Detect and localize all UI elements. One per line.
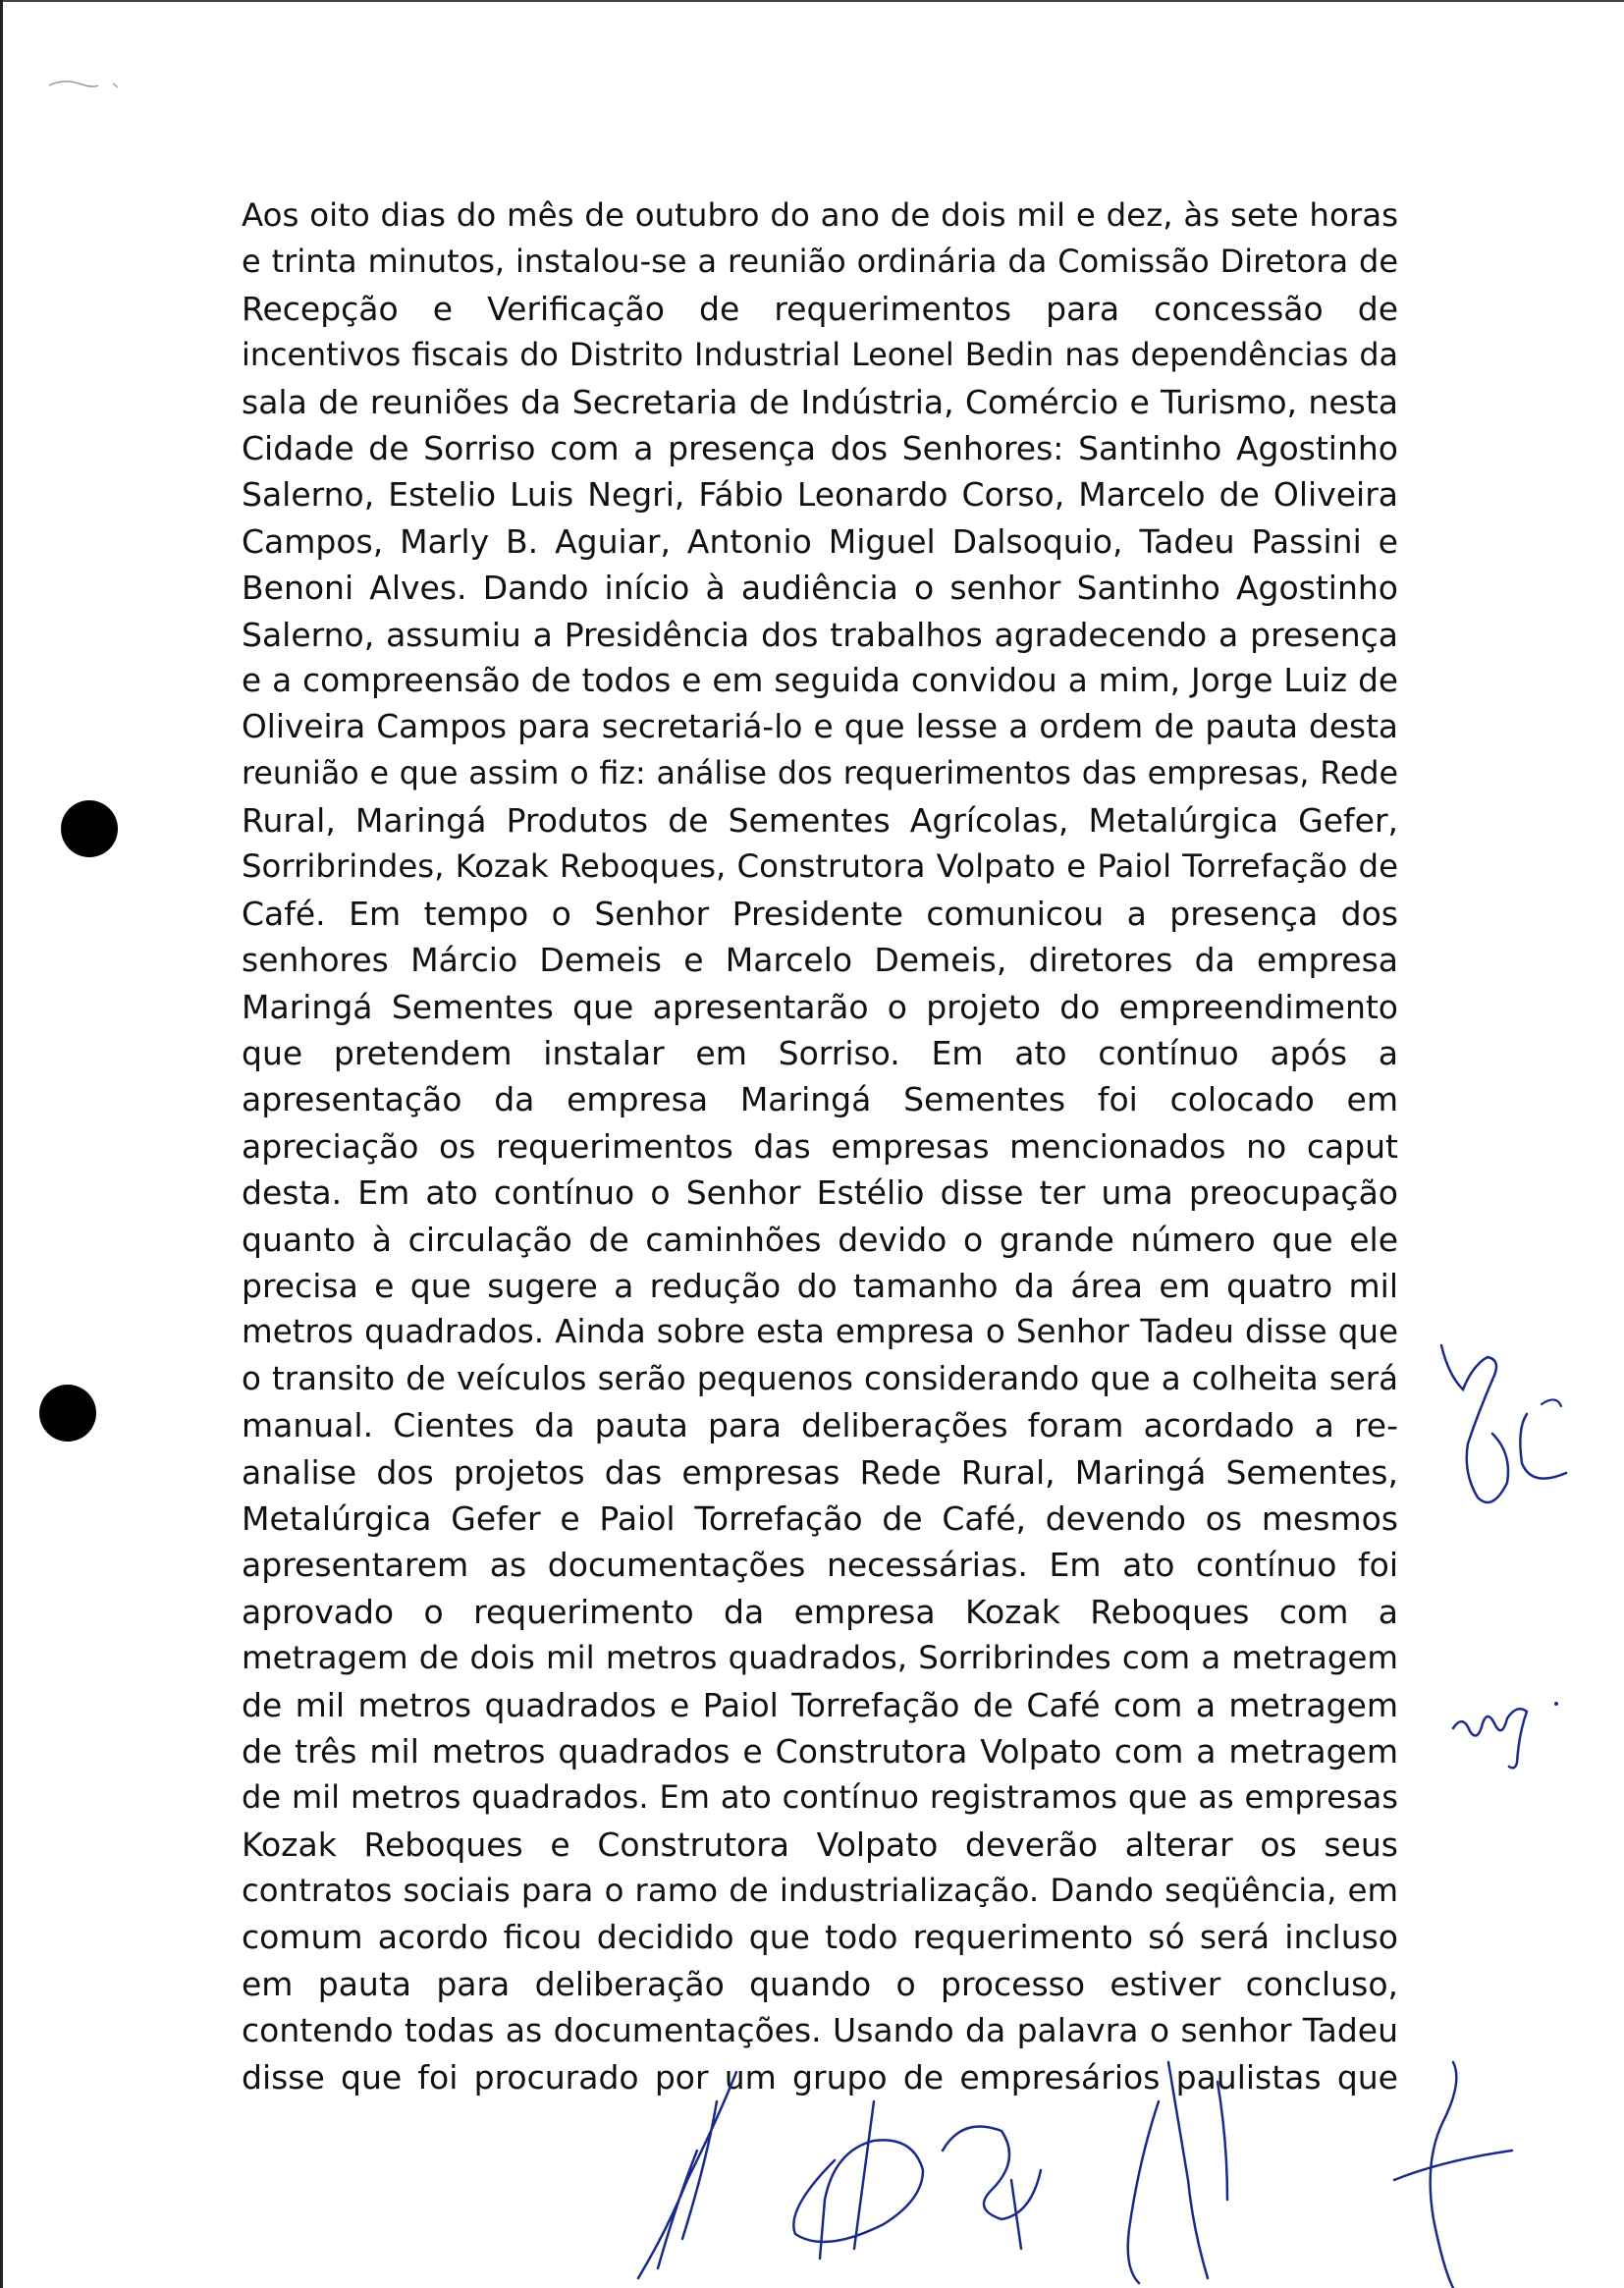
- paragraph-line: Salerno, assumiu a Presidência dos trabalhos agradecendo a presença: [242, 615, 1398, 654]
- paragraph-line: e a compreensão de todos e em seguida convidou a mim, Jorge Luiz de: [242, 661, 1398, 699]
- paragraph-line: Campos, Marly B. Aguiar, Antonio Miguel Dalsoquio, Tadeu Passini e: [242, 521, 1398, 561]
- paragraph-line: apresentação da empresa Maringá Sementes foi colocado em: [242, 1080, 1398, 1119]
- paragraph-line: metragem de dois mil metros quadrados, Sorribrindes com a metragem: [242, 1639, 1398, 1677]
- paragraph-line: de mil metros quadrados e Paiol Torrefação de Café com a metragem: [242, 1685, 1398, 1724]
- paragraph-line: Salerno, Estelio Luis Negri, Fábio Leonardo Corso, Marcelo de Oliveira: [242, 475, 1398, 515]
- paragraph-line: contendo todas as documentações. Usando da palavra o senhor Tadeu: [242, 2011, 1398, 2050]
- scan-left-edge: [0, 0, 3, 2288]
- paragraph-line: aprovado o requerimento da empresa Kozak Reboques com a: [242, 1592, 1398, 1631]
- paragraph-line: manual. Cientes da pauta para deliberações foram acordado a re-: [242, 1406, 1398, 1445]
- paragraph-line: disse que foi procurado por um grupo de empresários paulistas que: [242, 2057, 1398, 2097]
- paragraph-line: precisa e que sugere a redução do tamanho da área em quatro mil: [242, 1266, 1398, 1305]
- scan-top-edge: [0, 0, 1624, 2]
- handwritten-initials-margin-2: [1448, 1684, 1576, 1772]
- paragraph-line: em pauta para deliberação quando o processo estiver concluso,: [242, 1964, 1398, 2003]
- paragraph-line: Kozak Reboques e Construtora Volpato deverão alterar os seus: [242, 1825, 1398, 1864]
- paragraph-line: Maringá Sementes que apresentarão o projeto do empreendimento: [242, 987, 1398, 1026]
- punch-hole-lower: [39, 1385, 96, 1442]
- paragraph-line: apresentarem as documentações necessárias. Em ato contínuo foi: [242, 1546, 1398, 1585]
- scan-artifact-mark: [44, 74, 162, 103]
- paragraph-line: Rural, Maringá Produtos de Sementes Agrícolas, Metalúrgica Gefer,: [242, 801, 1398, 841]
- paragraph-line: Sorribrindes, Kozak Reboques, Construtora Volpato e Paiol Torrefação de: [242, 847, 1398, 886]
- paragraph-line: desta. Em ato contínuo o Senhor Estélio disse ter uma preocupação: [242, 1173, 1398, 1213]
- minutes-paragraph: [242, 192, 1398, 2100]
- paragraph-line: analise dos projetos das empresas Rede Rural, Maringá Sementes,: [242, 1452, 1398, 1492]
- paragraph-line: Café. Em tempo o Senhor Presidente comunicou a presença dos: [242, 894, 1398, 933]
- paragraph-line: e trinta minutos, instalou-se a reunião ordinária da Comissão Diretora de: [242, 243, 1398, 281]
- paragraph-line: incentivos fiscais do Distrito Industrial Leonel Bedin nas dependências da: [242, 337, 1398, 374]
- paragraph-line: Recepção e Verificação de requerimentos para concessão de: [242, 289, 1398, 328]
- paragraph-line: o transito de veículos serão pequenos considerando que a colheita será: [242, 1359, 1398, 1397]
- paragraph-line: apreciação os requerimentos das empresas mencionados no caput: [242, 1126, 1398, 1166]
- paragraph-line: quanto à circulação de caminhões devido o grande número que ele: [242, 1220, 1398, 1259]
- paragraph-line: Cidade de Sorriso com a presença dos Senhores: Santinho Agostinho: [242, 428, 1398, 467]
- paragraph-line: Aos oito dias do mês de outubro do ano de dois mil e dez, às sete horas: [242, 196, 1398, 234]
- handwritten-initials-margin-1: [1434, 1335, 1581, 1522]
- paragraph-line: de mil metros quadrados. Em ato contínuo registramos que as empresas: [242, 1778, 1398, 1817]
- paragraph-line: Benoni Alves. Dando início à audiência o senhor Santinho Agostinho: [242, 569, 1398, 608]
- punch-hole-upper: [61, 800, 118, 857]
- paragraph-line: de três mil metros quadrados e Construtora Volpato com a metragem: [242, 1731, 1398, 1770]
- paragraph-line: metros quadrados. Ainda sobre esta empresa o Senhor Tadeu disse que: [242, 1313, 1398, 1351]
- paragraph-line: Oliveira Campos para secretariá-lo e que lesse a ordem de pauta desta: [242, 708, 1398, 746]
- paragraph-line: Metalúrgica Gefer e Paiol Torrefação de Café, devendo os mesmos: [242, 1498, 1398, 1538]
- paragraph-line: comum acordo ficou decidido que todo requerimento só será incluso: [242, 1918, 1398, 1957]
- paragraph-line: reunião e que assim o fiz: análise dos requerimentos das empresas, Rede: [242, 755, 1398, 791]
- paragraph-line: sala de reuniões da Secretaria de Indústria, Comércio e Turismo, nesta: [242, 382, 1398, 421]
- paragraph-line: senhores Márcio Demeis e Marcelo Demeis, diretores da empresa: [242, 941, 1398, 980]
- paragraph-line: contratos sociais para o ramo de industrialização. Dando seqüência, em: [242, 1872, 1398, 1910]
- paragraph-line: que pretendem instalar em Sorriso. Em ato contínuo após a: [242, 1034, 1398, 1073]
- handwritten-signatures-bottom: [589, 2043, 1581, 2288]
